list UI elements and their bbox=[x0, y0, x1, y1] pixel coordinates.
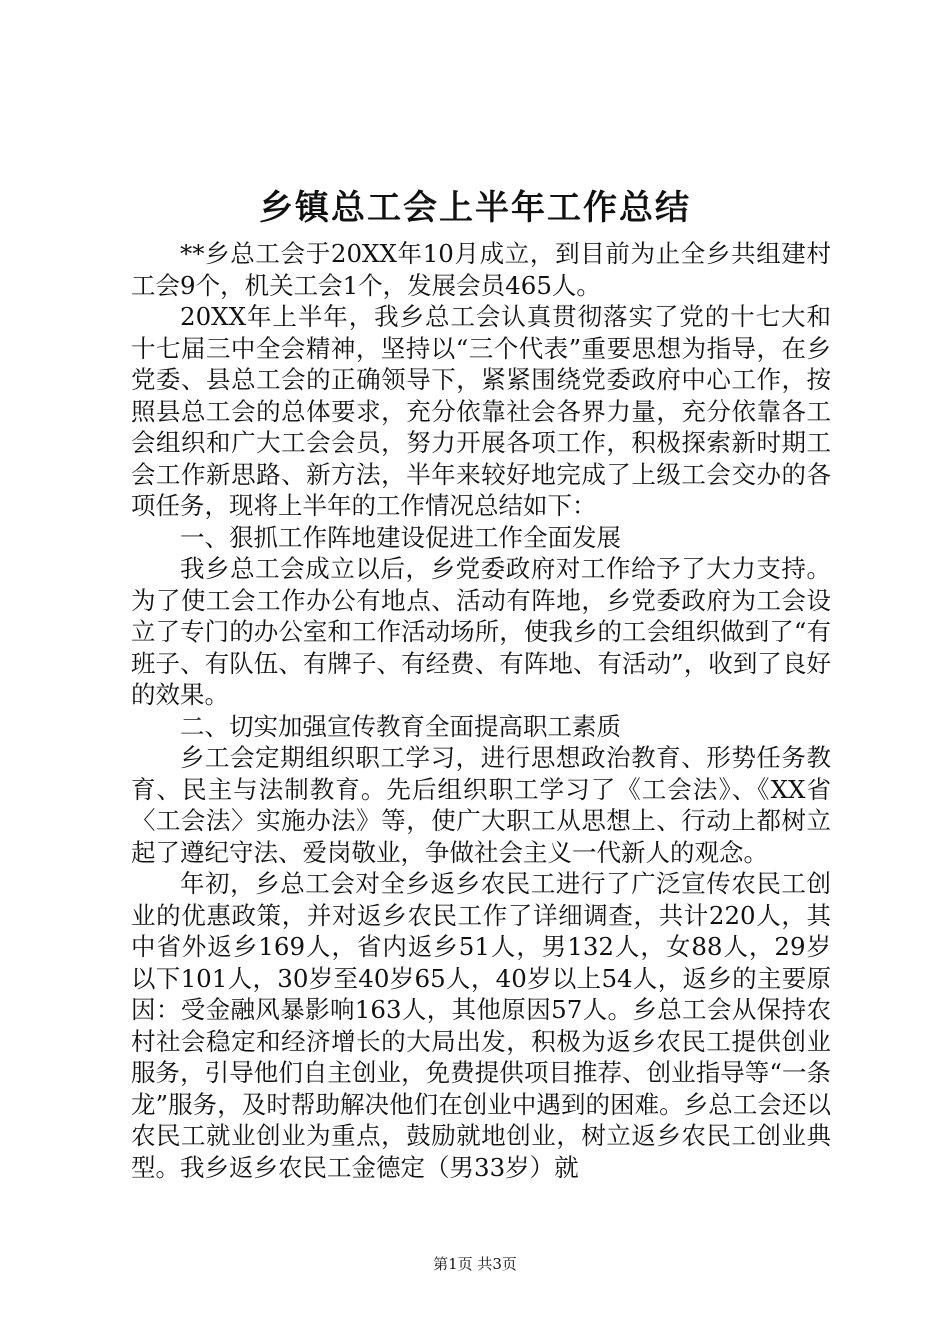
paragraph-overview: 20XX年上半年，我乡总工会认真贯彻落实了党的十七大和十七届三中全会精神，坚持以“三个代表”重要思想为指导，在乡党委、县总工会的正确领导下，紧紧围绕党委政府中心工作，按照县总工会的总体要求，充分依靠社会各界力量，充分依靠各工会组织和广大工会会员，努力开展各项工作，积极探索新时期工会工作新思路、新方法，半年来较好地完成了上级工会交办的各项任务，现将上半年的工作情况总结如下： bbox=[131, 302, 831, 520]
document-title: 乡镇总工会上半年工作总结 bbox=[259, 188, 691, 228]
document-body bbox=[131, 238, 831, 1183]
paragraph-section-2: 乡工会定期组织职工学习，进行思想政治教育、形势任务教育、民主与法制教育。先后组织职工学习了《工会法》、《XX省〈工会法〉实施办法》等，使广大职工从思想上、行动上都树立起了遵纪守法、爱岗敬业，争做社会主义一代新人的观念。 bbox=[131, 743, 831, 867]
paragraph-intro: **乡总工会于20XX年10月成立，到目前为止全乡共组建村工会9个，机关工会1个，发展会员465人。 bbox=[131, 239, 831, 300]
paragraph-migrant-workers: 年初，乡总工会对全乡返乡农民工进行了广泛宣传农民工创业的优惠政策，并对返乡农民工作了详细调查，共计220人，其中省外返乡169人，省内返乡51人，男132人，女88人，29岁以下101人，30岁至40岁65人，40岁以上54人，返乡的主要原因：受金融风暴影响163人，其他原因57人。乡总工会从保持农村社会稳定和经济增长的大局出发，积极为返乡农民工提供创业服务，引导他们自主创业，免费提供项目推荐、创业指导等“一条龙”服务，及时帮助解决他们在创业中遇到的困难。乡总工会还以农民工就业创业为重点，鼓励就地创业，树立返乡农民工创业典型。我乡返乡农民工金德定（男33岁）就 bbox=[131, 869, 831, 1182]
section-heading-2: 二、切实加强宣传教育全面提高职工素质 bbox=[180, 711, 621, 741]
page-footer: 第1页 共3页 bbox=[433, 1255, 517, 1273]
paragraph-section-1: 我乡总工会成立以后，乡党委政府对工作给予了大力支持。为了使工会工作办公有地点、活动有阵地，乡党委政府为工会设立了专门的办公室和工作活动场所，使我乡的工会组织做到了“有班子、有队伍、有牌子、有经费、有阵地、有活动”，收到了良好的效果。 bbox=[131, 554, 831, 709]
section-heading-1: 一、狠抓工作阵地建设促进工作全面发展 bbox=[180, 522, 621, 552]
